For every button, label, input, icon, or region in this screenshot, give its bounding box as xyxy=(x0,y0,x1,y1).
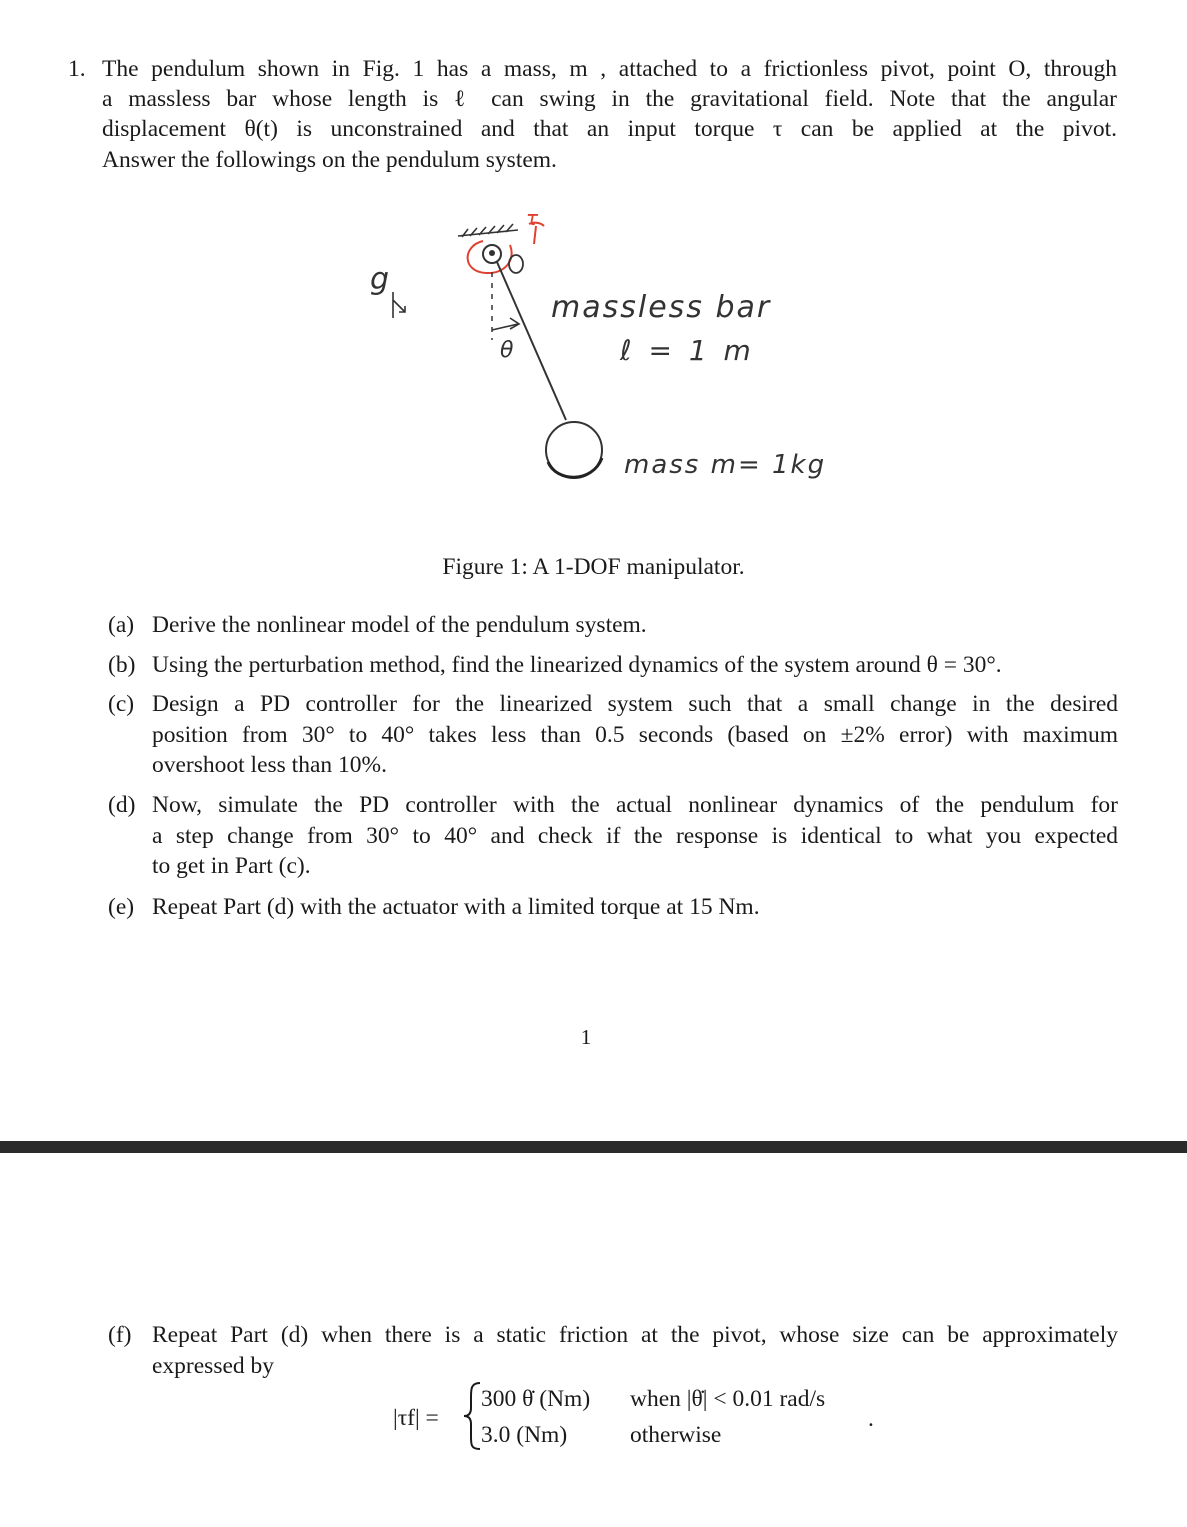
part-c-line-1: Design a PD controller for the linearized system such that a small change in the desired xyxy=(152,691,1118,717)
part-e-text: Repeat Part (d) with the actuator with a limited torque at 15 Nm. xyxy=(152,894,760,920)
problem-line-1: The pendulum shown in Fig. 1 has a mass, m , attached to a frictionless pivot, point O, through xyxy=(102,56,1117,82)
case1-condition: when |θ̇| < 0.01 rad/s xyxy=(630,1386,826,1412)
part-f-line-2: expressed by xyxy=(152,1352,275,1379)
problem-line-3: displacement θ(t) is unconstrained and that an input torque τ can be applied at the pivot. xyxy=(102,116,1117,142)
part-b-label: (b) xyxy=(108,652,136,678)
problem-line-2: a massless bar whose length is ℓ can swing in the gravitational field. Note that the angular xyxy=(102,86,1117,112)
torque-label: τ xyxy=(526,206,540,230)
page-divider xyxy=(0,1141,1187,1153)
part-f-line-1: Repeat Part (d) when there is a static friction at the pivot, whose size can be approximately xyxy=(152,1322,1118,1348)
part-c-label: (c) xyxy=(108,691,135,717)
ceiling-hatch xyxy=(458,224,518,237)
part-e xyxy=(108,892,1118,923)
case2-value: 3.0 (Nm) xyxy=(481,1422,568,1448)
pendulum-figure xyxy=(0,0,1187,560)
equation-period: . xyxy=(868,1406,874,1432)
part-a-label: (a) xyxy=(108,612,135,638)
mass-label: mass m= 1kg xyxy=(624,450,827,480)
problem-number: 1. xyxy=(68,56,86,82)
part-a xyxy=(108,610,1118,641)
part-f xyxy=(108,1320,1118,1381)
page-number: 1 xyxy=(580,1025,592,1049)
problem-line-4: Answer the followings on the pendulum system. xyxy=(102,147,557,173)
part-c xyxy=(108,689,1118,781)
part-d-line-3: to get in Part (c). xyxy=(152,853,311,879)
case2-condition: otherwise xyxy=(630,1422,722,1448)
part-d-label: (d) xyxy=(108,792,136,818)
pivot-label: O xyxy=(524,250,535,264)
part-c-line-3: overshoot less than 10%. xyxy=(152,752,387,778)
figure-caption: Figure 1: A 1-DOF manipulator. xyxy=(442,554,745,580)
part-c-line-2: position from 30° to 40° takes less than 0.5 seconds (based on ±2% error) with maximum xyxy=(152,721,1118,748)
bar-label: massless bar xyxy=(551,290,772,325)
case1-value: 300 θ̇ (Nm) xyxy=(481,1386,591,1412)
angle-label: θ xyxy=(500,338,515,363)
part-b-text: Using the perturbation method, find the linearized dynamics of the system around θ = 30°. xyxy=(152,652,1002,678)
part-d-line-1: Now, simulate the PD controller with the actual nonlinear dynamics of the pendulum for xyxy=(152,792,1118,818)
gravity-label: g xyxy=(370,262,391,297)
part-d-line-2: a step change from 30° to 40° and check if the response is identical to what you expected xyxy=(152,822,1118,849)
part-f-label: (f) xyxy=(108,1322,132,1348)
part-b xyxy=(108,650,1118,681)
part-a-text: Derive the nonlinear model of the pendulum system. xyxy=(152,612,647,638)
friction-lhs: |τf| = xyxy=(393,1405,439,1431)
part-d xyxy=(108,790,1118,882)
gravity-arrow xyxy=(393,292,405,318)
part-e-label: (e) xyxy=(108,894,135,920)
length-label: ℓ = 1 m xyxy=(620,334,755,367)
